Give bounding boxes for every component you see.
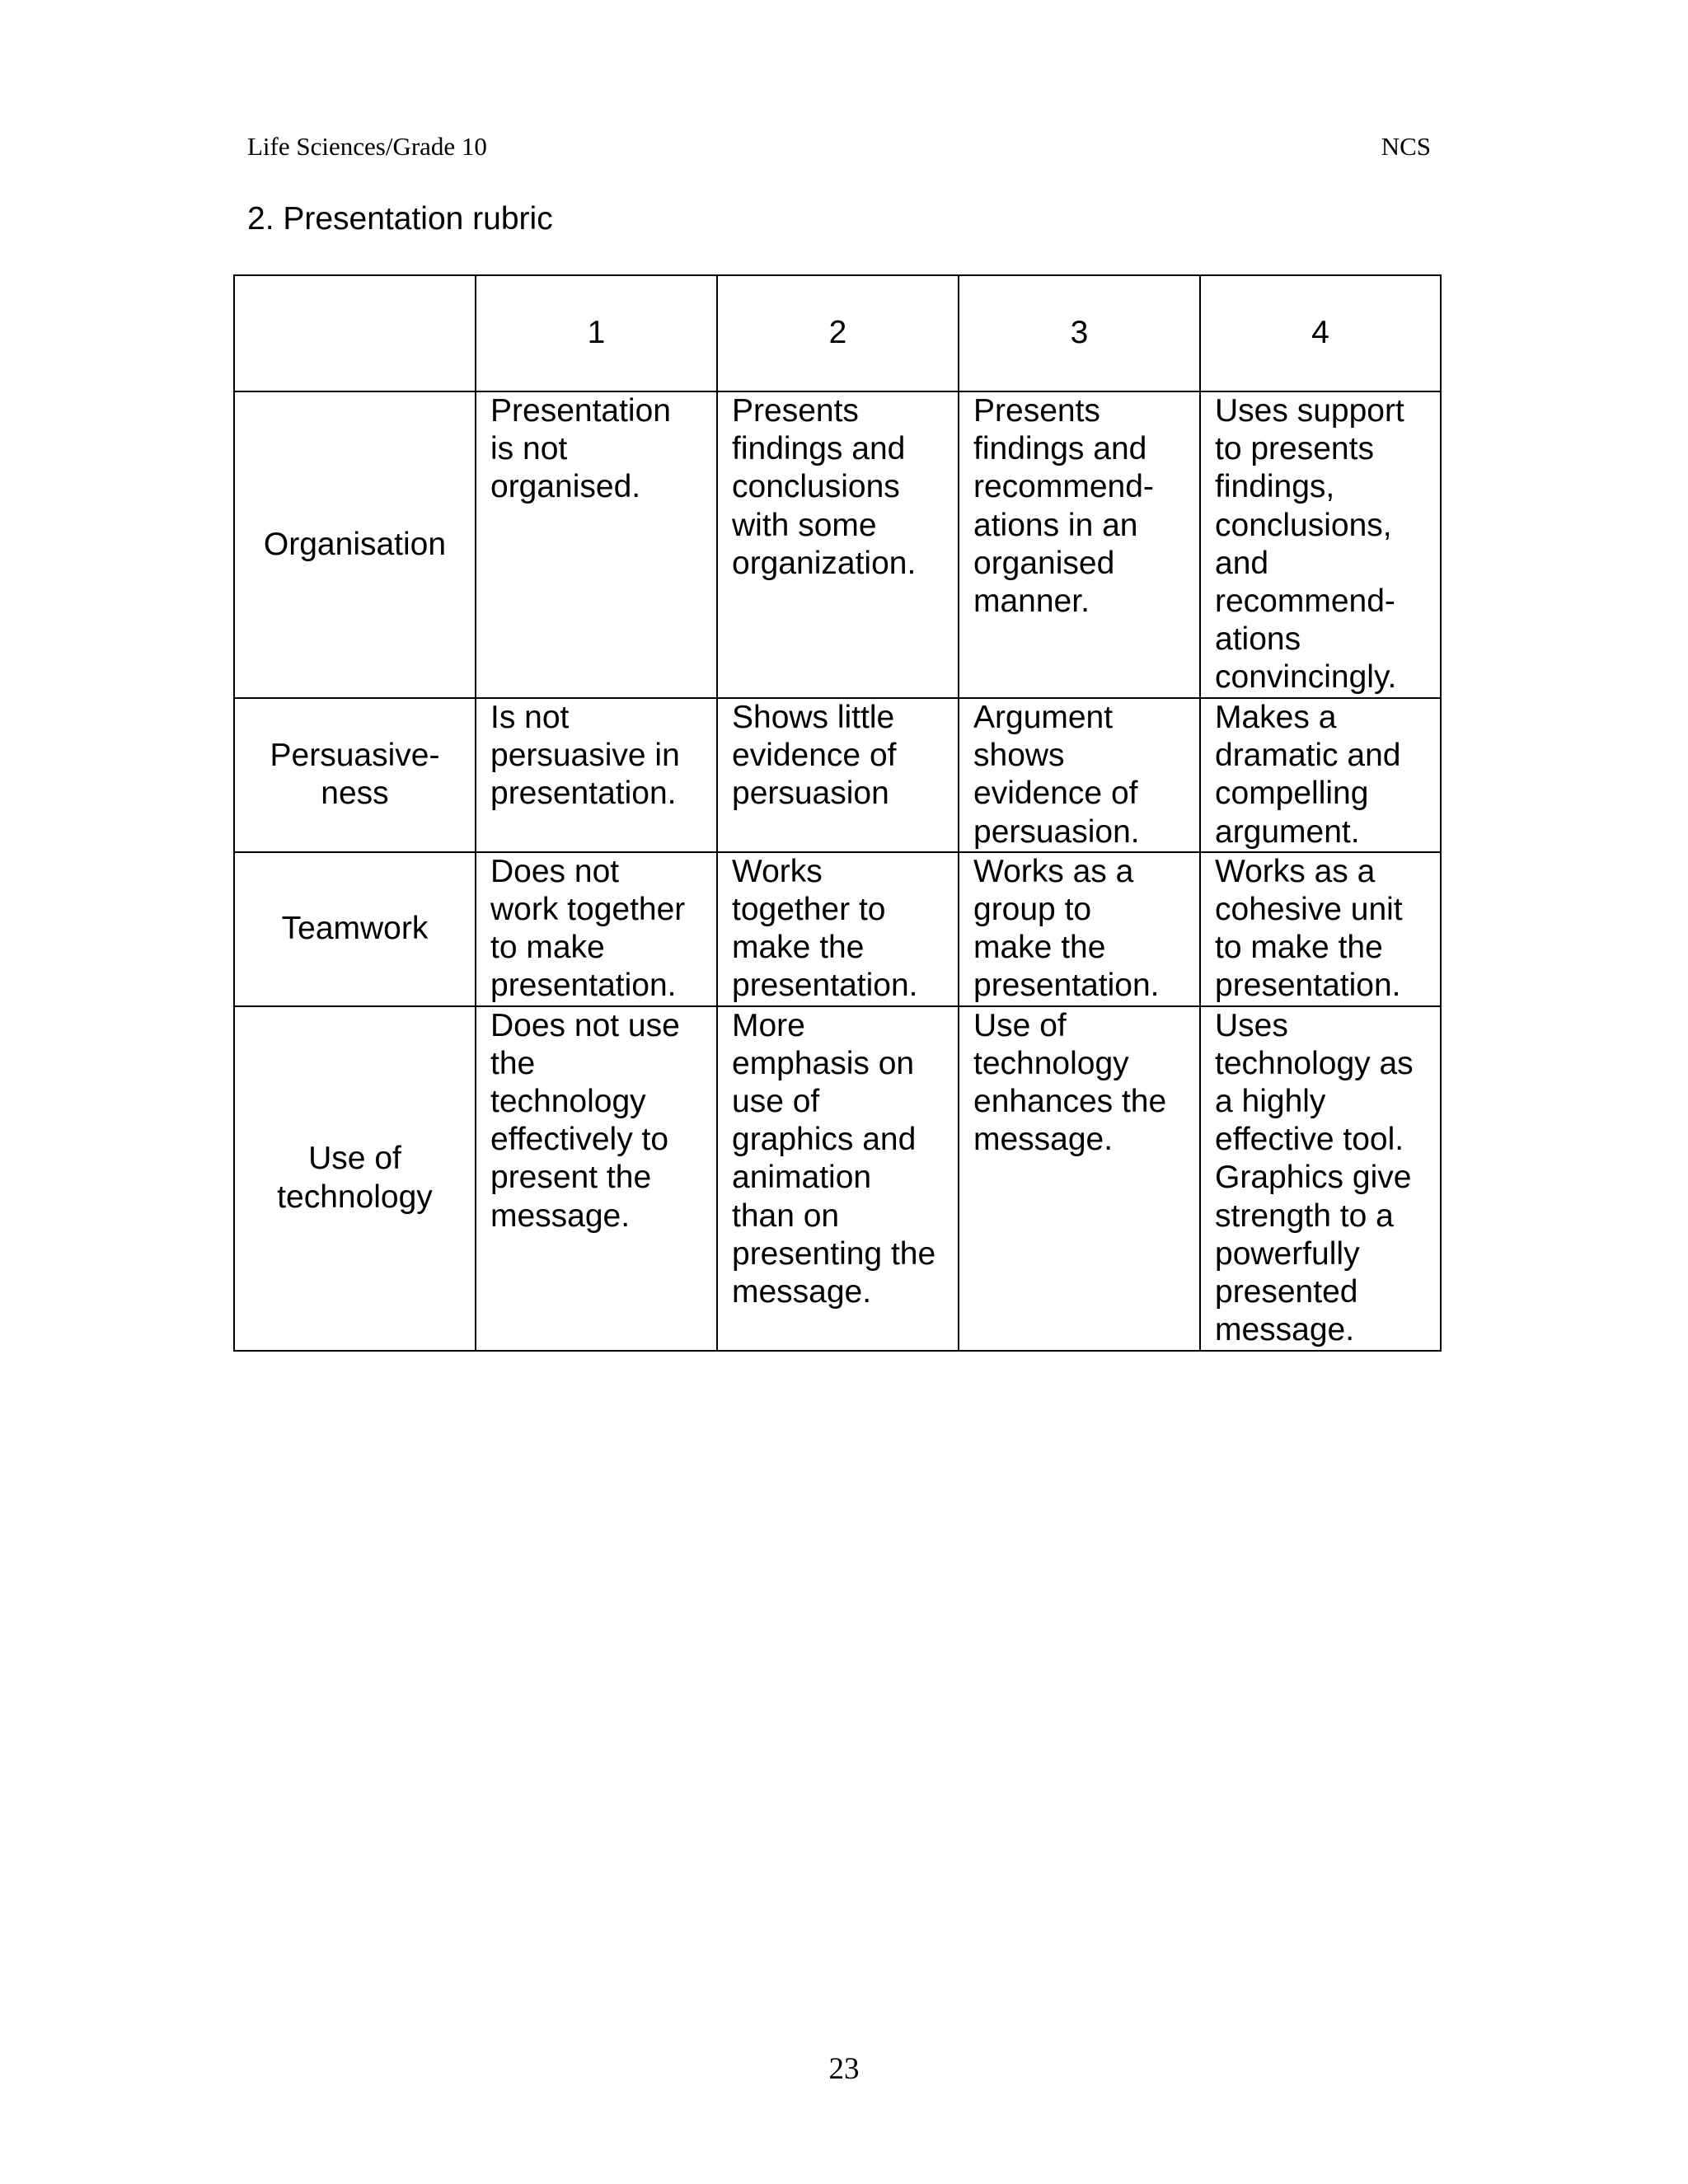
rubric-cell-text: Uses support to presents findings, conclusions, and recommend- ations convincingly. xyxy=(1215,393,1404,696)
rubric-cell-text: Use of technology enhances the message. xyxy=(973,1007,1167,1158)
rubric-cell xyxy=(476,1006,717,1351)
criterion-text: Organisation xyxy=(263,526,447,562)
rubric-cell xyxy=(1200,852,1441,1006)
rubric-cell xyxy=(959,852,1200,1006)
criterion-label xyxy=(234,852,476,1006)
criterion-text: Use of technology xyxy=(277,1141,433,1215)
level-header-3: 3 xyxy=(959,275,1200,391)
rubric-cell xyxy=(959,1006,1200,1351)
criterion-label xyxy=(234,391,476,698)
rubric-cell xyxy=(476,391,717,698)
rubric-cell-text: Works as a group to make the presentation. xyxy=(973,853,1160,1004)
rubric-cell-text: Works as a cohesive unit to make the presentation. xyxy=(1215,853,1403,1004)
rubric-cell-text: Presents findings and recommend- ations in an organised manner. xyxy=(973,393,1154,620)
rubric-cell-text: Shows little evidence of persuasion xyxy=(732,700,897,812)
rubric-cell xyxy=(1200,391,1441,698)
rubric-cell xyxy=(717,391,959,698)
running-header-right: NCS xyxy=(1381,132,1431,161)
rubric-cell xyxy=(476,698,717,852)
rubric-cell-text: Does not work together to make presentation. xyxy=(490,853,686,1004)
rubric-cell xyxy=(959,391,1200,698)
rubric-cell-text: Does not use the technology effectively to present the message. xyxy=(490,1007,680,1234)
rubric-cell xyxy=(717,698,959,852)
level-header-2: 2 xyxy=(717,275,959,391)
rubric-row-use-of-technology xyxy=(234,1006,1441,1351)
rubric-cell-text: More emphasis on use of graphics and animation than on presenting the message. xyxy=(732,1007,936,1310)
rubric-cell-text: Presents findings and conclusions with some organization. xyxy=(732,393,917,581)
rubric-cell xyxy=(476,852,717,1006)
rubric-cell xyxy=(717,852,959,1006)
rubric-cell-text: Works together to make the presentation. xyxy=(732,853,918,1004)
rubric-header-row xyxy=(234,275,1441,391)
level-header-4: 4 xyxy=(1200,275,1441,391)
rubric-cell xyxy=(717,1006,959,1351)
rubric-row-organisation xyxy=(234,391,1441,698)
rubric-cell-text: Is not persuasive in presentation. xyxy=(490,700,680,812)
criterion-label xyxy=(234,1006,476,1351)
running-header-left: Life Sciences/Grade 10 xyxy=(247,132,487,161)
presentation-rubric-table xyxy=(233,274,1442,1352)
rubric-cell-text: Uses technology as a highly effective tool. Graphics give strength to a powerfully presented message. xyxy=(1215,1007,1414,1348)
rubric-cell-text: Makes a dramatic and compelling argument. xyxy=(1215,700,1401,850)
criterion-text: Persuasive- ness xyxy=(270,738,440,812)
rubric-row-persuasiveness xyxy=(234,698,1441,852)
rubric-row-teamwork xyxy=(234,852,1441,1006)
rubric-cell-text: Argument shows evidence of persuasion. xyxy=(973,700,1140,850)
section-title: 2. Presentation rubric xyxy=(247,201,553,237)
rubric-corner-cell xyxy=(234,275,476,391)
rubric-cell-text: Presentation is not organised. xyxy=(490,393,671,505)
rubric-cell xyxy=(1200,698,1441,852)
rubric-cell xyxy=(959,698,1200,852)
criterion-label xyxy=(234,698,476,852)
page-number: 23 xyxy=(828,2052,860,2086)
criterion-text: Teamwork xyxy=(281,911,429,947)
level-header-1: 1 xyxy=(476,275,717,391)
rubric-cell xyxy=(1200,1006,1441,1351)
